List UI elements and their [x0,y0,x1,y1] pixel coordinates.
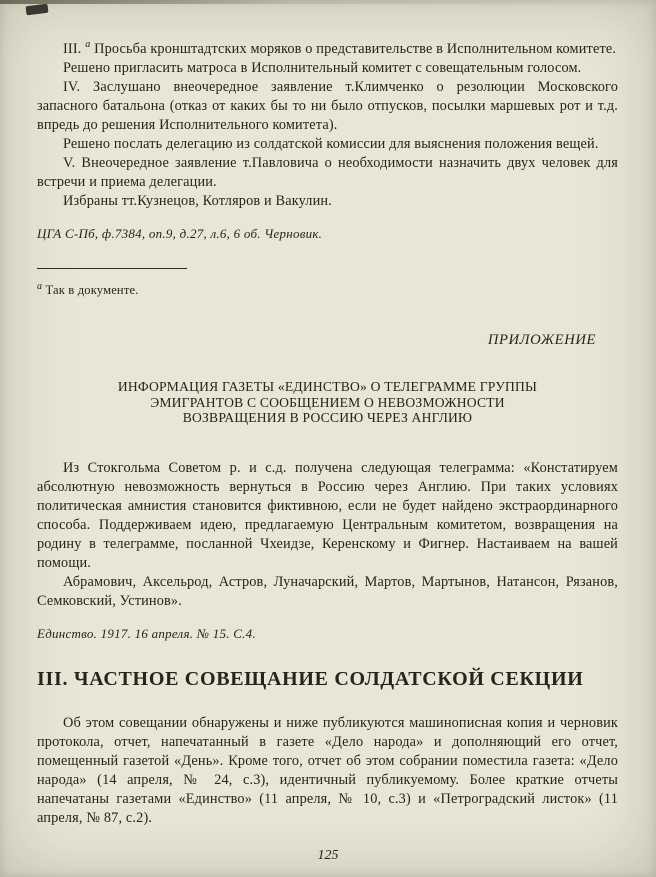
protocol-item-4: IV. Заслушано внеочередное заявление т.Климченко о резолюции Московского запасного батальона (отказ от каких бы то ни было отпусков, посылки маршевых рот и т.д. впредь до решения Исполнительного комитета). [37,79,618,133]
protocol-item-5: V. Внеочередное заявление т.Павловича о необходимости назначить двух человек для встречи и приема делегации. [37,155,618,190]
archive-reference: ЦГА С-Пб, ф.7384, оп.9, д.27, л.6, 6 об. Черновик. [37,226,323,241]
appendix-body-paragraph: Из Стокгольма Советом р. и с.д. получена следующая телеграмма: «Констатируем абсолютную невозможность вернуться в Россию через Англию. При таких условиях политическая амнистия становится фиктивною, если не будет найдено экстраординарного способа. Поддерживаем идею, предлагаемую Центральным комитетом, возвращения на родину в телеграмме, посланной Чхеидзе, Керенскому и Фигнер. Настаиваем на вашей помощи. [37,459,618,571]
footnote-marker: а [37,280,43,292]
section-intro-paragraph: Об этом совещании обнаружены и ниже публикуются машинописная копия и черновик протокола, отчет, напечатанный в газете «Дело народа» и дополняющий его отчет, помещенный газетой «День». Кроме того, отчет об этом собрании поместила газета: «Дело народа» (14 апреля, № 24, с.3), идентичный публикуемому. Более краткие отчеты напечатаны газетами «Единство» (11 апреля, № 10, с.3) и «Петроградский листок» (11 апреля, № 87, с.2). [37,714,618,826]
protocol-resolution-3: Решено пригласить матроса в Исполнительный комитет с совещательным голосом. [63,60,582,76]
appendix-heading-line-3: ВОЗВРАЩЕНИЯ В РОССИЮ ЧЕРЕЗ АНГЛИЮ [182,410,473,426]
protocol-resolution-4: Решено послать делегацию из солдатской комиссии для выяснения положения вещей. [63,136,599,152]
appendix-label: ПРИЛОЖЕНИЕ [487,332,596,348]
section-heading: III. ЧАСТНОЕ СОВЕЩАНИЕ СОЛДАТСКОЙ СЕКЦИИ [37,667,584,690]
footnote-ref-marker: а [85,39,91,51]
page-number: 125 [317,848,339,863]
footnote-text: Так в документе. [45,283,139,297]
appendix-signatories: Абрамович, Аксельрод, Астров, Луначарский, Мартов, Мартынов, Натансон, Рязанов, Семковский, Устинов». [37,573,618,609]
footnote-divider [37,268,187,269]
protocol-item-3-number: III. [63,41,82,57]
footnote [37,281,618,300]
protocol-item-3 [37,40,618,59]
protocol-item-3-text: Просьба кронштадтских моряков о представительстве в Исполнительном комитете. [94,41,617,57]
protocol-elected: Избраны тт.Кузнецов, Котляров и Вакулин. [63,193,332,209]
appendix-source-citation: Единство. 1917. 16 апреля. № 15. С.4. [37,625,256,641]
appendix-heading-line-2: ЭМИГРАНТОВ С СООБЩЕНИЕМ О НЕВОЗМОЖНОСТИ [150,394,505,410]
appendix-heading-line-1: ИНФОРМАЦИЯ ГАЗЕТЫ «ЕДИНСТВО» О ТЕЛЕГРАММЕ ГРУППЫ [117,379,538,394]
appendix-heading [37,379,618,426]
